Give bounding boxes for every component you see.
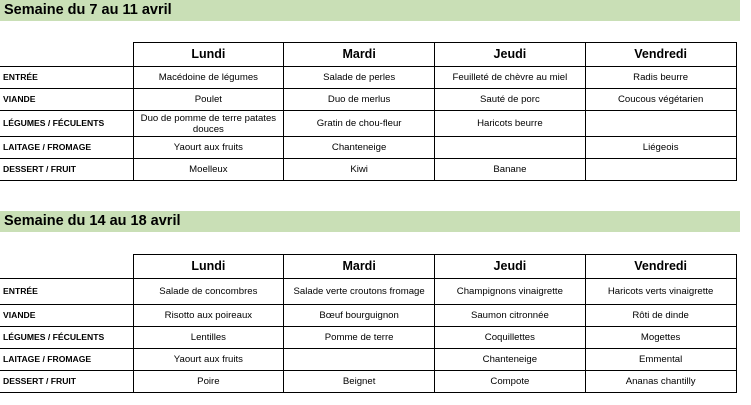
day-header-lundi: Lundi [133, 43, 284, 67]
menu-cell: Sauté de porc [435, 89, 586, 111]
menu-cell: Salade de concombres [133, 279, 284, 305]
menu-cell: Pomme de terre [284, 327, 435, 349]
menu-cell: Haricots beurre [435, 111, 586, 137]
menu-cell: Saumon citronnée [435, 305, 586, 327]
row-dessert-fruit [0, 159, 736, 181]
menu-cell: Coquillettes [435, 327, 586, 349]
week-2-menu-table [0, 254, 737, 393]
menu-cell: Bœuf bourguignon [284, 305, 435, 327]
menu-cell: Feuilleté de chèvre au miel [435, 67, 586, 89]
menu-cell: Ananas chantilly [585, 371, 736, 393]
corner-cell [0, 43, 133, 67]
menu-cell: Kiwi [284, 159, 435, 181]
row-viande [0, 305, 736, 327]
menu-cell: Macédoine de légumes [133, 67, 284, 89]
menu-cell: Rôti de dinde [585, 305, 736, 327]
day-header-lundi: Lundi [133, 255, 284, 279]
menu-cell: Salade de perles [284, 67, 435, 89]
row-label: VIANDE [0, 89, 133, 111]
day-header-mardi: Mardi [284, 43, 435, 67]
row-entree [0, 67, 736, 89]
row-label: LÉGUMES / FÉCULENTS [0, 327, 133, 349]
row-dessert-fruit [0, 371, 736, 393]
menu-cell: Chanteneige [435, 349, 586, 371]
day-header-mardi: Mardi [284, 255, 435, 279]
menu-cell: Duo de merlus [284, 89, 435, 111]
menu-cell: Coucous végétarien [585, 89, 736, 111]
menu-cell [284, 349, 435, 371]
menu-cell: Gratin de chou-fleur [284, 111, 435, 137]
row-label: DESSERT / FRUIT [0, 371, 133, 393]
week-2-title: Semaine du 14 au 18 avril [0, 211, 740, 232]
menu-cell [585, 159, 736, 181]
menu-cell: Chanteneige [284, 137, 435, 159]
row-label: DESSERT / FRUIT [0, 159, 133, 181]
row-laitage-fromage [0, 349, 736, 371]
corner-cell [0, 255, 133, 279]
menu-cell: Haricots verts vinaigrette [585, 279, 736, 305]
menu-cell: Lentilles [133, 327, 284, 349]
menu-cell: Liégeois [585, 137, 736, 159]
week-1-title: Semaine du 7 au 11 avril [0, 0, 740, 21]
menu-cell: Duo de pomme de terre patates douces [133, 111, 284, 137]
day-header-row [0, 255, 736, 279]
row-entree [0, 279, 736, 305]
menu-cell: Risotto aux poireaux [133, 305, 284, 327]
row-legumes-feculents [0, 327, 736, 349]
menu-cell: Moelleux [133, 159, 284, 181]
menu-cell: Beignet [284, 371, 435, 393]
menu-cell: Yaourt aux fruits [133, 137, 284, 159]
menu-cell [585, 111, 736, 137]
row-label: LÉGUMES / FÉCULENTS [0, 111, 133, 137]
menu-cell: Compote [435, 371, 586, 393]
menu-cell: Poulet [133, 89, 284, 111]
row-label: VIANDE [0, 305, 133, 327]
menu-cell: Poire [133, 371, 284, 393]
menu-cell: Emmental [585, 349, 736, 371]
day-header-jeudi: Jeudi [435, 43, 586, 67]
menu-cell: Mogettes [585, 327, 736, 349]
row-laitage-fromage [0, 137, 736, 159]
day-header-vendredi: Vendredi [585, 255, 736, 279]
menu-cell: Yaourt aux fruits [133, 349, 284, 371]
day-header-jeudi: Jeudi [435, 255, 586, 279]
menu-cell: Salade verte croutons fromage [284, 279, 435, 305]
row-label: ENTRÉE [0, 67, 133, 89]
row-label: ENTRÉE [0, 279, 133, 305]
week-1-menu-table [0, 42, 737, 181]
menu-cell: Radis beurre [585, 67, 736, 89]
menu-cell: Champignons vinaigrette [435, 279, 586, 305]
row-label: LAITAGE / FROMAGE [0, 349, 133, 371]
menu-cell: Banane [435, 159, 586, 181]
row-viande [0, 89, 736, 111]
menu-cell [435, 137, 586, 159]
row-label: LAITAGE / FROMAGE [0, 137, 133, 159]
row-legumes-feculents [0, 111, 736, 137]
day-header-row [0, 43, 736, 67]
day-header-vendredi: Vendredi [585, 43, 736, 67]
